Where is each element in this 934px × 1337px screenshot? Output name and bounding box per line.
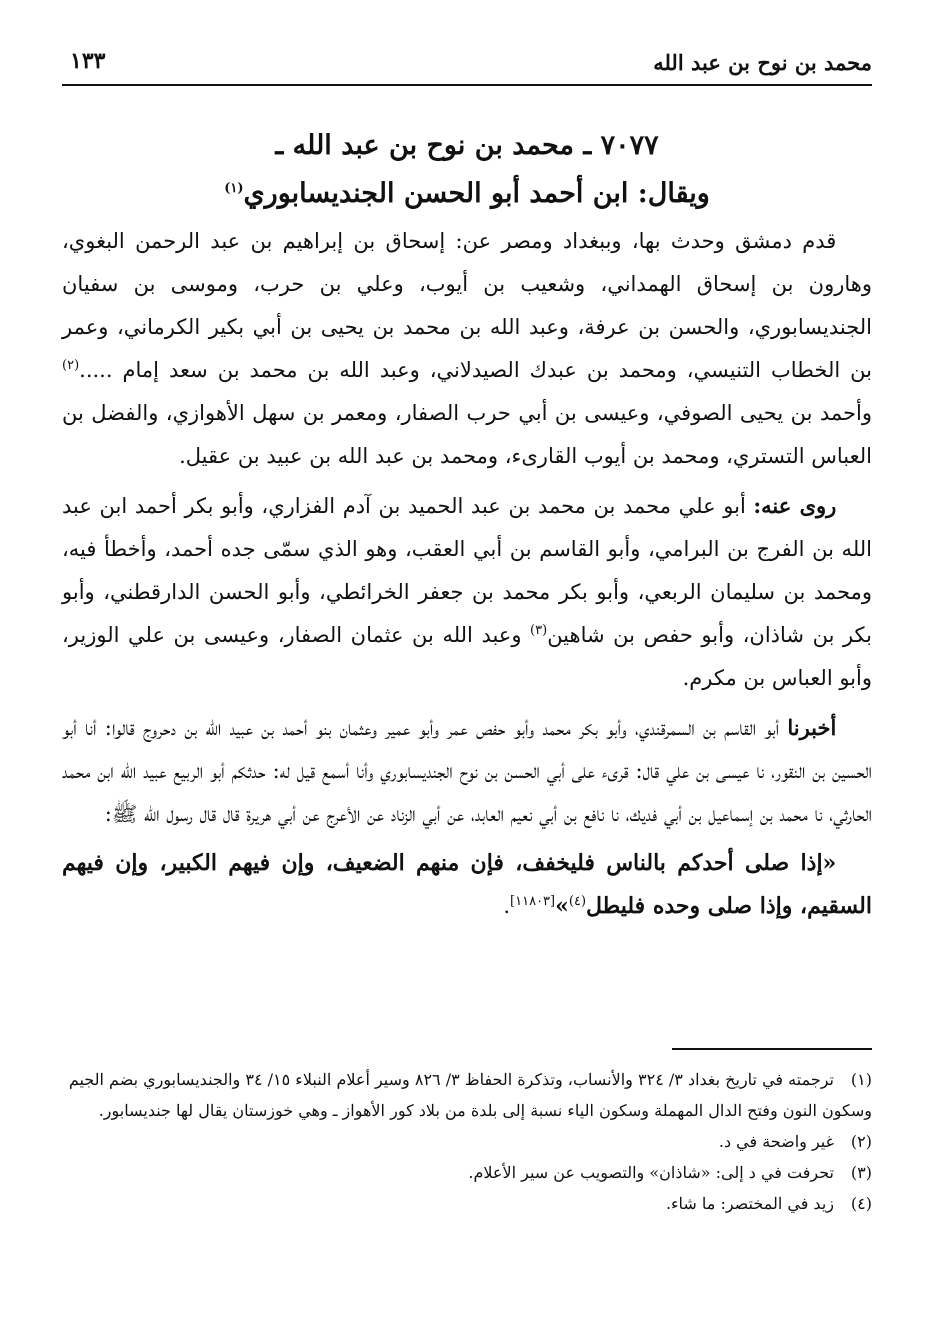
paragraph-isnad-lead: أخبرنا [787, 715, 837, 740]
paragraph-isnad [62, 706, 872, 836]
footnote-item [62, 1064, 872, 1126]
hadith-reference-number: [١١٨٠٣] [510, 894, 556, 909]
footnote-ref-2: (٢) [62, 358, 80, 373]
footnote-separator [672, 1048, 872, 1050]
running-title: محمد بن نوح بن عبد الله [653, 50, 872, 75]
footnote-ref-3: (٣) [530, 623, 548, 638]
paragraph-students-text-a: أبو علي محمد بن محمد بن عبد الحميد بن آدم الفزاري، وأبو بكر أحمد ابن عبد الله بن الفرج بن البرامي، وأبو القاسم بن أبي العقب، وهو الذي سمّى جده أحمد، وأخطأ فيه، ومحمد بن سليمان الربعي، وأبو بكر محمد بن جعفر الخرائطي، وأبو الحسن الدارقطني، وأبو بكر بن شاذان، وأبو حفص بن شاهين [62, 494, 873, 647]
body-text [62, 220, 872, 934]
footnote-text: تحرفت في د إلى: «شاذان» والتصويب عن سير الأعلام. [468, 1163, 834, 1182]
footnote-number: (٢) [850, 1132, 872, 1151]
footnote-item [62, 1188, 872, 1219]
footnote-number: (١) [850, 1070, 872, 1089]
footnote-number: (٤) [850, 1194, 872, 1213]
paragraph-students-text-b: وعبد الله بن عثمان الصفار، وعيسى بن علي الوزير، وأبو العباس بن مكرم. [62, 623, 872, 690]
paragraph-teachers-text-b: وأحمد بن يحيى الصوفي، وعيسى بن أبي حرب الصفار، ومعمر بن سهل الأهوازي، والفضل بن العباس التستري، ومحمد بن أيوب القارىء، ومحمد بن عبد الله بن عبيد بن عقيل. [62, 401, 872, 468]
paragraph-students [62, 484, 872, 700]
footnote-number: (٣) [850, 1163, 872, 1182]
paragraph-students-lead: روى عنه: [753, 493, 837, 518]
footnote-item [62, 1157, 872, 1188]
footnote-ref-4: (٤) [568, 894, 587, 909]
hadith-text: «إذا صلى أحدكم بالناس فليخفف، فإن منهم الضعيف، وإن فيهم الكبير، وإن فيهم السقيم، وإذا صلى وحده فليطل [62, 850, 872, 919]
paragraph-teachers [62, 220, 872, 478]
entry-title-name: ويقال: ابن أحمد أبو الحسن الجنديسابوري [243, 178, 710, 209]
footnote-text: ترجمته في تاريخ بغداد ٣/ ٣٢٤ والأنساب، وتذكرة الحفاظ ٣/ ٨٢٦ وسير أعلام النبلاء ١٥/ ٣٤ والجنديسابوري بضم الجيم وسكون النون وفتح الدال المهملة وسكون الياء نسبة إلى بلدة من بلاد كور الأهواز ـ وهي خوزستان يقال لها جنديسابور. [68, 1070, 872, 1120]
entry-title-line2 [62, 170, 872, 218]
page-number: ١٣٣ [70, 48, 106, 74]
footnote-text: غير واضحة في د. [718, 1132, 834, 1151]
entry-title-line1: ٧٠٧٧ ـ محمد بن نوح بن عبد الله ـ [275, 130, 659, 161]
footnote-item [62, 1126, 872, 1157]
hadith-end: . [503, 894, 511, 918]
paragraph-teachers-text-a: قدم دمشق وحدث بها، وببغداد ومصر عن: إسحاق بن إبراهيم بن عبد الرحمن البغوي، وهارون بن إسحاق الهمداني، وشعيب بن أيوب، وعلي بن حرب، وموسى بن سفيان الجنديسابوري، والحسن بن عرفة، وعبد الله بن محمد بن يحيى بن أبي بكير الكرماني، وعمر بن الخطاب التنيسي، ومحمد بن عبدك الصيدلاني، وعبد الله بن محمد بن سعد إمام ..... [62, 229, 872, 382]
footnotes [62, 1064, 872, 1219]
page-header [62, 42, 872, 86]
footnote-ref-1: (١) [224, 181, 244, 196]
paragraph-isnad-text: أبو القاسم بن السمرقندي، وأبو بكر محمد وأبو حفص عمر وأبو عمير وعثمان بنو أحمد بن عبيد الله بن دحروج قالوا: أنا أبو الحسين بن النقور، نا عيسى بن علي قال: قرىء على أبي الحسن بن نوح الجنديسابوري وأنا أسمع قيل له: حدثكم أبو الربيع عبيد الله ابن محمد الحارثي، نا محمد بن إسماعيل بن أبي فديك، نا نافع بن أبي نعيم العابد، عن أبي الزناد عن الأعرج عن أبي هريرة قال قال رسول الله ﷺ: [62, 716, 872, 826]
footnote-text: زيد في المختصر: ما شاء. [665, 1194, 834, 1213]
hadith-close-quote: » [555, 893, 569, 919]
paragraph-hadith [62, 842, 872, 928]
entry-title [62, 122, 872, 218]
